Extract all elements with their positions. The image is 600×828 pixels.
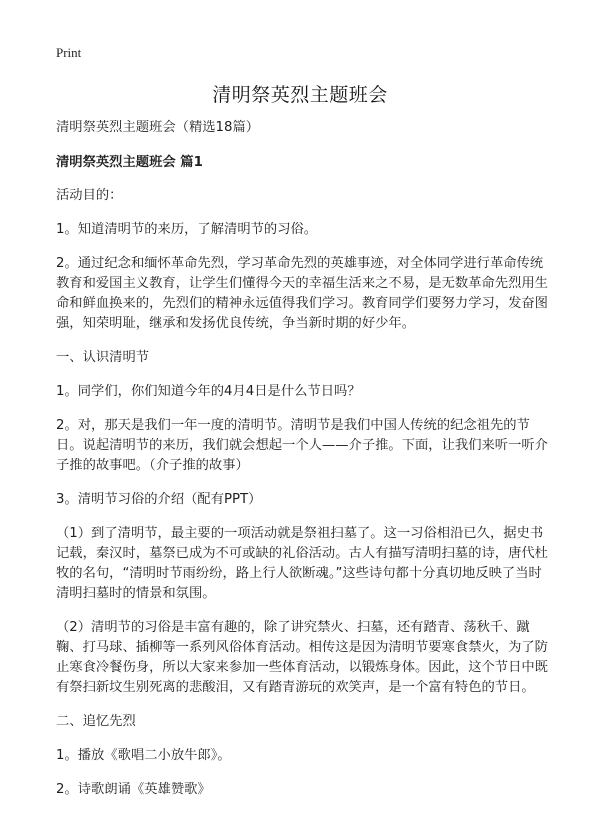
paragraph-item-1: 1。知道清明节的来历，了解清明节的习俗。 (56, 222, 318, 237)
paragraph-song: 1。播放《歌唱二小放牛郎》。 (56, 748, 231, 763)
document-subtitle: 清明祭英烈主题班会（精选18篇） (56, 120, 260, 135)
heading-know-qingming: 一、认识清明节 (56, 350, 150, 365)
paragraph-customs-intro: 3。清明节习俗的介绍（配有PPT） (56, 492, 262, 507)
document-title: 清明祭英烈主题班会 (212, 84, 388, 106)
heading-remember-martyrs: 二、追忆先烈 (56, 714, 136, 729)
document-body (56, 118, 551, 814)
section-heading: 清明祭英烈主题班会 篇1 (56, 155, 203, 170)
paragraph-purpose-label: 活动目的： (56, 188, 123, 203)
paragraph-jiezitui: 2。对，那天是我们一年一度的清明节。清明节是我们中国人传统的纪念祖先的节日。说起清明节的来历，我们就会想起一个人——介子推。下面，让我们来听一听介子推的故事吧。（介子推的故事） (56, 418, 548, 473)
paragraph-custom-1: （1）到了清明节，最主要的一项活动就是祭祖扫墓了。这一习俗相沿已久，据史书记载，秦汉时，墓祭已成为不可或缺的礼俗活动。古人有描写清明扫墓的诗，唐代杜牧的名句，“清明时节雨纷纷，路上行人欲断魂。”这些诗句都十分真切地反映了当时清明扫墓时的情景和氛围。 (56, 526, 548, 601)
paragraph-question: 1。同学们，你们知道今年的4月4日是什么节日吗？ (56, 384, 361, 399)
paragraph-custom-2: （2）清明节的习俗是丰富有趣的，除了讲究禁火、扫墓，还有踏青、荡秋千、蹴鞠、打马球、插柳等一系列风俗体育活动。相传这是因为清明节要寒食禁火，为了防止寒食冷餐伤身，所以大家来参加一些体育活动，以锻炼身体。因此，这个节日中既有祭扫新坟生别死离的悲酸泪，又有踏青游玩的欢笑声，是一个富有特色的节日。 (56, 620, 548, 695)
paragraph-poem: 2。诗歌朗诵《英雄赞歌》 (56, 782, 211, 797)
paragraph-item-2: 2。通过纪念和缅怀革命先烈，学习革命先烈的英雄事迹，对全体同学进行革命传统教育和爱国主义教育，让学生们懂得今天的幸福生活来之不易，是无数革命先烈用生命和鲜血换来的，先烈们的精神永远值得我们学习。教育同学们要努力学习，发奋图强，知荣明耻，继承和发扬优良传统，争当新时期的好少年。 (56, 256, 548, 331)
print-link[interactable]: Print (56, 45, 82, 60)
